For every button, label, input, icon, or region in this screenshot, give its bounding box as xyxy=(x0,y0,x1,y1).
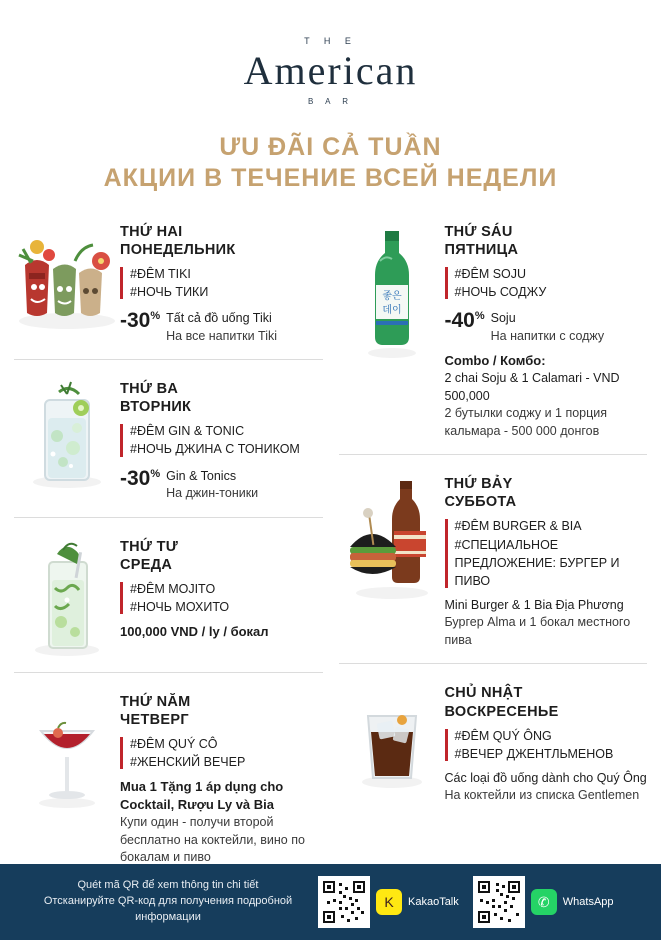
divider xyxy=(14,517,323,518)
day-entry-thursday xyxy=(14,687,323,867)
svg-text:좋은: 좋은 xyxy=(381,290,402,302)
offer-vn: Mua 1 Tặng 1 áp dụng cho Cocktail, Rượu Ly và Bia xyxy=(120,779,284,813)
day-title-thursday xyxy=(120,693,323,729)
day-title-friday xyxy=(445,223,648,259)
offer-ru: На все напитки Tiki xyxy=(166,328,277,343)
day-text-monday xyxy=(120,217,323,346)
whatsapp-icon: ✆ xyxy=(531,889,557,915)
day-text-wednesday xyxy=(120,532,323,642)
discount-number: -40 xyxy=(444,309,475,332)
day-offer-saturday xyxy=(445,597,648,650)
footer-apps xyxy=(318,876,643,928)
offer-ru: На джин-тоники xyxy=(166,486,259,500)
tag-vn: #ĐÊM BURGER & BIA xyxy=(454,519,582,534)
day-offer-sunday xyxy=(445,770,648,805)
burger-beer-icon xyxy=(339,469,445,601)
days-column-right xyxy=(331,217,648,881)
discount-percent: % xyxy=(474,310,485,322)
day-title-vn: THỨ BẢY xyxy=(444,476,513,493)
combo-ru: 2 бутылки соджу и 1 порция кальмара - 500 000 донгов xyxy=(444,406,608,438)
day-combo-friday xyxy=(445,352,648,440)
days-column-left xyxy=(14,217,331,881)
offer-price: 100,000 VND / ly / бокал xyxy=(120,624,269,639)
kakaotalk-icon: K xyxy=(376,889,402,915)
day-title-ru: ЧЕТВЕРГ xyxy=(120,711,189,728)
tag-vn: #ĐÊM GIN & TONIC xyxy=(130,424,245,439)
day-title-monday xyxy=(120,223,323,259)
tag-ru: #НОЧЬ СОДЖУ xyxy=(454,284,547,299)
tiki-mugs-icon xyxy=(14,217,120,331)
day-offer-friday xyxy=(445,308,648,345)
discount-value xyxy=(445,308,485,331)
day-title-ru: ПЯТНИЦА xyxy=(444,241,519,258)
whatsapp-label: WhatsApp xyxy=(562,896,614,908)
tag-vn: #ĐÊM SOJU xyxy=(454,266,527,281)
day-title-ru: ВОСКРЕСЕНЬЕ xyxy=(444,703,559,720)
coupe-cocktail-icon xyxy=(14,687,120,811)
day-entry-friday xyxy=(339,217,648,441)
offer-ru: На напитки с соджу xyxy=(490,328,605,343)
app-kakaotalk[interactable] xyxy=(318,876,459,928)
day-title-ru: СУББОТА xyxy=(444,494,517,511)
qr-code-whatsapp[interactable] xyxy=(473,876,525,928)
footer-note-ru: Отсканируйте QR-код для получения подробной информации xyxy=(43,895,293,923)
qr-code-kakaotalk[interactable] xyxy=(318,876,370,928)
day-title-sunday xyxy=(445,684,648,720)
day-text-thursday xyxy=(120,687,323,867)
divider xyxy=(14,359,323,360)
gin-tonic-glass-icon xyxy=(14,374,120,490)
offer-vn: Mini Burger & 1 Bia Địa Phương xyxy=(444,597,624,612)
day-title-vn: THỨ NĂM xyxy=(120,693,191,710)
brand-name: American xyxy=(243,48,418,93)
day-text-friday xyxy=(445,217,648,441)
day-offer-wednesday xyxy=(120,623,323,641)
tag-vn: #ĐÊM QUÝ CÔ xyxy=(130,736,218,751)
divider xyxy=(339,663,648,664)
tag-ru: #НОЧЬ ДЖИНА С ТОНИКОМ xyxy=(130,442,300,457)
day-entry-wednesday xyxy=(14,532,323,658)
discount-value xyxy=(120,466,160,489)
tag-ru: #НОЧЬ МОХИТО xyxy=(130,599,230,614)
offer-vn: Các loại đồ uống dành cho Quý Ông xyxy=(444,770,647,785)
day-title-ru: ВТОРНИК xyxy=(120,399,192,416)
day-tags-sunday xyxy=(445,727,648,763)
day-tags-thursday xyxy=(120,735,323,771)
day-title-tuesday xyxy=(120,380,323,416)
divider xyxy=(339,454,648,455)
offer-ru: Купи один - получи второй бесплатно на коктейли, вино по бокалам и пиво xyxy=(120,815,305,865)
page-title-vn: ƯU ĐÃI CẢ TUẦN xyxy=(219,133,442,161)
discount-percent: % xyxy=(150,310,161,322)
footer-note xyxy=(18,878,318,926)
day-tags-wednesday xyxy=(120,580,323,616)
day-text-saturday xyxy=(445,469,648,649)
day-offer-thursday xyxy=(120,778,323,867)
page-title xyxy=(0,132,661,195)
offer-ru: На коктейли из списка Gentlemen xyxy=(444,788,640,803)
offer-vn: Gin & Tonics xyxy=(166,468,237,483)
brand-bar-label: B A R xyxy=(307,97,353,106)
day-title-wednesday xyxy=(120,538,323,574)
day-title-ru: СРЕДА xyxy=(120,556,173,573)
soju-bottle-icon xyxy=(339,217,445,361)
kakaotalk-label: KakaoTalk xyxy=(408,896,459,908)
divider xyxy=(14,672,323,673)
offer-vn: Soju xyxy=(490,311,516,325)
day-title-saturday xyxy=(445,475,648,511)
day-tags-saturday xyxy=(445,517,648,590)
day-tags-tuesday xyxy=(120,422,323,458)
day-title-vn: THỨ SÁU xyxy=(444,223,513,240)
discount-value xyxy=(120,308,160,331)
day-text-sunday xyxy=(445,678,648,805)
tag-vn: #ĐÊM MOJITO xyxy=(130,581,216,596)
day-entry-sunday xyxy=(339,678,648,805)
day-offer-monday xyxy=(120,308,323,345)
app-whatsapp[interactable] xyxy=(473,876,614,928)
discount-percent: % xyxy=(150,467,161,480)
brand-the-label: T H E xyxy=(304,36,357,46)
day-entry-saturday xyxy=(339,469,648,649)
tag-vn: #ĐÊM QUÝ ÔNG xyxy=(454,728,552,743)
day-tags-monday xyxy=(120,265,323,301)
mojito-glass-icon xyxy=(14,532,120,658)
day-title-vn: THỨ HAI xyxy=(120,223,183,240)
tag-ru: #ВЕЧЕР ДЖЕНТЛЬМЕНОВ xyxy=(454,746,614,761)
tag-ru: #ЖЕНСКИЙ ВЕЧЕР xyxy=(130,754,246,769)
combo-label: Combo / Комбо: xyxy=(444,353,546,368)
svg-text:데이: 데이 xyxy=(381,304,402,316)
offer-ru: Бургер Alma и 1 бокал местного пива xyxy=(444,615,631,647)
day-title-vn: THỨ BA xyxy=(120,381,179,397)
days-columns xyxy=(0,217,661,881)
discount-number: -30 xyxy=(120,466,151,490)
day-entry-tuesday xyxy=(14,374,323,503)
day-offer-tuesday xyxy=(120,466,323,503)
day-title-ru: ПОНЕДЕЛЬНИК xyxy=(120,241,236,258)
day-tags-friday xyxy=(445,265,648,301)
day-title-vn: CHỦ NHẬT xyxy=(444,685,523,702)
tag-ru: #НОЧЬ ТИКИ xyxy=(130,284,209,299)
brand-header xyxy=(0,0,661,106)
tag-ru: #СПЕЦИАЛЬНОЕ ПРЕДЛОЖЕНИЕ: БУРГЕР И ПИВО xyxy=(454,537,620,588)
offer-vn: Tất cả đồ uống Tiki xyxy=(166,311,272,325)
day-entry-monday xyxy=(14,217,323,346)
day-text-tuesday xyxy=(120,374,323,503)
footer-note-vn: Quét mã QR để xem thông tin chi tiết xyxy=(77,879,259,892)
tag-vn: #ĐÊM TIKI xyxy=(130,266,191,281)
footer-bar xyxy=(0,864,661,940)
day-title-vn: THỨ TƯ xyxy=(120,538,179,555)
discount-number: -30 xyxy=(120,309,151,332)
combo-vn: 2 chai Soju & 1 Calamari - VND 500,000 xyxy=(444,371,620,403)
whisky-tumbler-icon xyxy=(339,678,445,792)
page-title-ru: АКЦИИ В ТЕЧЕНИЕ ВСЕЙ НЕДЕЛИ xyxy=(103,164,558,193)
